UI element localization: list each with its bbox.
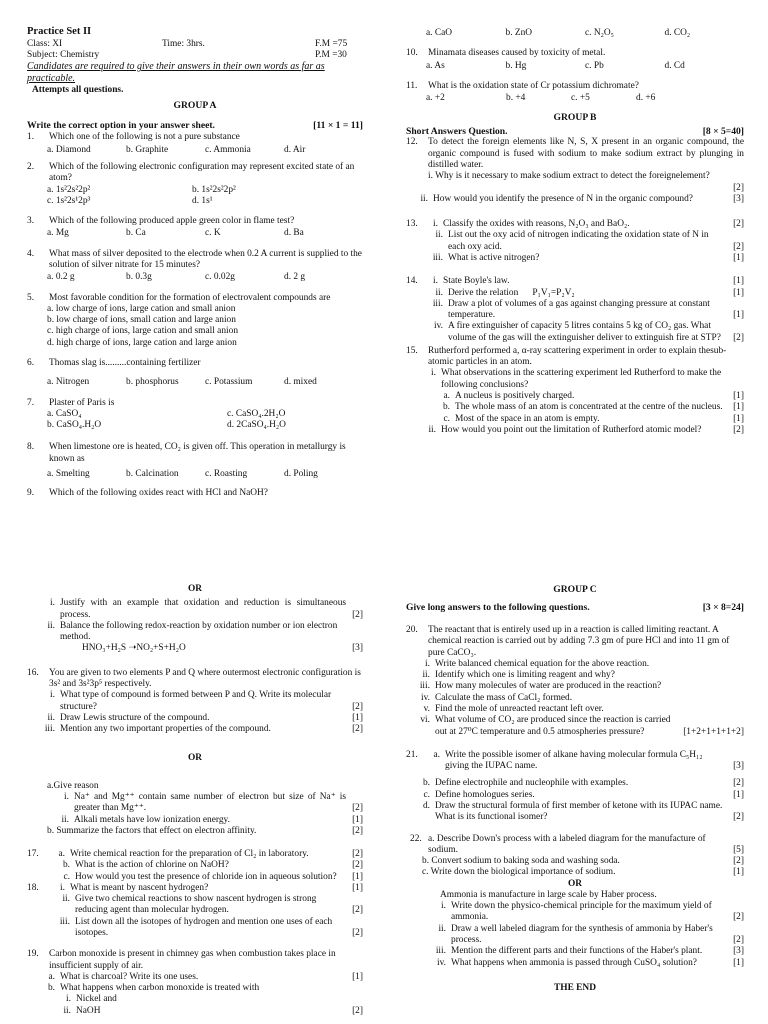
full-marks: F.M =75 — [315, 38, 348, 49]
marks: [2] — [733, 182, 744, 193]
question-7 — [27, 398, 363, 432]
question-number: 5. — [27, 292, 35, 303]
options — [27, 145, 363, 156]
part-c: Define homologues series. — [435, 789, 535, 800]
option-b: b. Ca — [126, 228, 146, 239]
question-17: 17. a. Write chemical reaction for the preparation of Cl₂ in laboratory. [2] b. What is the action of chlorine on NaOH? [2] c. How would you test the presence of chloride ion in aqueous solution? [1] — [27, 849, 363, 882]
subquestion-ii: Draw Lewis structure of the compound. — [60, 712, 210, 723]
or-subquestion-ii: Balance the following redox-reaction by oxidation number or ion electron method. — [60, 620, 338, 643]
option-b: b. phosphorus — [126, 377, 179, 388]
boyles-formula: P₁V₁=P₂V₂ — [532, 287, 575, 298]
question-number: 12. — [406, 137, 418, 148]
question-text: Most favorable condition for the formation of electrovalent compounds are — [49, 292, 331, 303]
marks: [1] — [352, 814, 363, 825]
marks: [5] — [733, 844, 744, 855]
option-c: c. high charge of ions, large cation and small anion — [47, 326, 239, 337]
question-text: Which of the following electronic configuration may represent excited state of an atom? — [49, 162, 355, 184]
marks: [1+2+1+1+1+2] — [683, 726, 744, 737]
question-text: Rutherford performed a, α-ray scattering experiment in order to explain thesub-atomic particles in an atom. — [428, 345, 727, 368]
option-d: d. Cd — [664, 60, 685, 71]
question-3 — [27, 216, 363, 240]
marks: [2] — [352, 905, 363, 916]
option-c: c. N₂O₅ — [585, 28, 614, 38]
or-label-2: OR — [187, 753, 203, 764]
question-18: 18. i. What is meant by nascent hydrogen? [1] ii. Give two chemical reactions to show nascent hydrogen is strong reducing agent than molecular hydrogen. [2] iii. List down all the isotopes of hydrogen and mention one uses of each isotopes. [2] — [27, 882, 363, 939]
part-b: The whole mass of an atom is concentrated at the centre of the nucleus. — [455, 402, 723, 413]
question-text: Which of the following oxides react with HCl and NaOH? — [49, 488, 268, 499]
group-a-instruction: Write the correct option in your answer sheet. — [27, 119, 215, 131]
question-2 — [27, 162, 363, 207]
option-b: b. ZnO — [505, 28, 533, 38]
column-bottom-left: OR i. Justify with an example that oxidation and reduction is simultaneous process. [2] ii. Balance the following redox-reaction by oxidation number or ion electron method. HNO₃+H₂S ➝NO₂+S+H₂O [3] 16. You are given to two elements P and Q where outermost electronic configuration is 3s² and 3s²3p⁵ respectively. i. What type of compound is formed between P and Q. Write its molecular structure? [2] ii. Draw Lewis structure of the compound. [1] iii. Mention any two important properties of the compound. [2] OR a.Give reason i. Na⁺ and Mg⁺⁺ contain same number of electron but size of Na⁺ is greater than Mg⁺⁺. [2] ii. Alkali metals have low ionization energy. [1] b. Summarize the factors that effect on electron affinity. [2] 17. a. Write chemical reaction for the preparation of Cl₂ in laboratory. [2] b. What is the action of chlorine on NaOH? [2] c. How would you test the presence of chloride ion in aqueous solution? [1] 18. i. What is meant by nascent hydrogen? [1] ii. Give two chemical reactions to show nascent hydrogen is strong reducing agent than molecular hydrogen. [2] iii. List down all the isotopes of hydrogen and mention one uses of each isotopes. [2] 19. Carbon monoxide is present in chimney gas when combustion takes place in insufficient supply of air. a. What is charcoal? Write its one uses. [1] b. What happens when carbon monoxide is treated with i. Nickel and ii. NaOH [2] — [27, 584, 363, 1016]
marks: [1] — [352, 712, 363, 723]
options — [406, 93, 744, 104]
question-14: 14. i. State Boyle's law. [1] ii. Derive the relation P₁V₁=P₂V₂ [1] iii. Draw a plot of volumes of a gas against changing pressure at constant temperature. [1] iv. A fire extinguisher of capacity 5 litres contains 5 kg of CO₂ gas. What volume of the gas will the extinguisher deliver to extinguish fire at STP? [2] — [406, 276, 744, 343]
question-number: 7. — [27, 397, 35, 408]
option-c: c. 1s²2s¹2p³ — [47, 195, 91, 206]
marks: [2] — [733, 424, 744, 435]
subquestion-v: Find the mole of unreacted reactant left over. — [435, 703, 604, 714]
marks: [2] — [733, 241, 744, 252]
question-22: 22. a. Describe Down's process with a labeled diagram for the manufacture of sodium. [5] b. Convert sodium to baking soda and washing soda. [2] c. Write down the biological importance of sodium. [1] OR Ammonia is manufacture in large scale by Haber process. i. Write down the physico-chemical principle for the maximum yield of ammonia. [2] ii. Draw a well labeled diagram for the synthesis of ammonia by Haber's process. [2] iii. Mention the different parts and their functions of the Haber's plant. [3] iv. What happens when ammonia is passed through CuSO₄ solution? [1] — [406, 834, 744, 969]
subquestion-ii: Identify which one is limiting reagent and why? — [435, 670, 615, 681]
options — [27, 272, 363, 283]
option-b: b. low charge of ions, small cation and large anion — [47, 315, 236, 326]
option-c: c. Potassium — [205, 377, 253, 388]
question-number: 21. — [406, 749, 418, 760]
option-a: a. 1s²2s²2p² — [47, 184, 91, 195]
question-number: 14. — [406, 276, 418, 287]
marks: [2] — [733, 812, 744, 823]
question-text: What is the oxidation state of Cr potassium dichromate? — [428, 80, 639, 91]
question-number: 1. — [27, 132, 35, 143]
pass-marks: P.M =30 — [315, 49, 347, 60]
part-b: b. Convert sodium to baking soda and washing soda. — [422, 856, 620, 867]
question-number: 3. — [27, 216, 35, 227]
option-d: d. high charge of ions, large cation and large anion — [47, 337, 237, 348]
question-number: 6. — [27, 357, 35, 368]
option-a: a. 0.2 g — [47, 272, 75, 283]
option-d: d. 1s¹ — [192, 195, 213, 206]
question-number: 15. — [406, 345, 418, 356]
option-a: a. +2 — [426, 93, 445, 104]
group-b-heading — [406, 126, 744, 138]
question-number: 4. — [27, 248, 35, 259]
option-b: b. Hg — [505, 60, 527, 71]
question-text: Plaster of Paris is — [49, 397, 115, 408]
part-a: What is charcoal? Write its one uses. — [60, 971, 199, 982]
subquestion-iii: Draw a plot of volumes of a gas against changing pressure at constant temperature. — [448, 298, 710, 321]
marks: [1] — [352, 971, 363, 982]
or-subquestion-iii: Mention the different parts and their functions of the Haber's plant. — [451, 946, 703, 957]
subquestion-iv: A fire extinguisher of capacity 5 litres contains 5 kg of CO₂ gas. What volume of the gas will the extinguisher deliver to extinguish fire at STP? — [448, 321, 721, 343]
marks: [2] — [352, 701, 363, 712]
question-6 — [27, 358, 363, 389]
marks: [2] — [352, 609, 363, 620]
options — [27, 304, 363, 349]
question-9-options — [406, 28, 744, 39]
option-b: b. +4 — [506, 93, 526, 104]
part-b: What happens when carbon monoxide is treated with — [60, 983, 260, 994]
options — [406, 61, 744, 72]
question-8 — [27, 442, 363, 480]
option-a: a. Mg — [47, 228, 69, 239]
options — [27, 469, 363, 480]
subquestion-i: What is meant by nascent hydrogen? — [70, 882, 209, 893]
part-b-i: Nickel and — [76, 994, 117, 1005]
marks: [2] — [733, 219, 744, 230]
part-a: A nucleus is positively charged. — [455, 391, 575, 402]
option-c: c. Pb — [585, 60, 604, 71]
question-5 — [27, 293, 363, 349]
question-number: 20. — [406, 625, 418, 635]
option-a: a. CaSO₄ — [47, 408, 82, 419]
question-text: Carbon monoxide is present in chimney gas when combustion takes place in insufficient supply of air. — [49, 949, 336, 971]
marks: [1] — [733, 957, 744, 968]
group-c-marks: [3 × 8=24] — [702, 601, 744, 613]
subquestion-iii: List down all the isotopes of hydrogen and mention one uses of each isotopes. — [75, 916, 333, 939]
question-number: 19. — [27, 949, 39, 960]
question-number: 10. — [406, 48, 418, 59]
or-label-3: OR — [567, 878, 583, 889]
option-a: a. Nitrogen — [47, 377, 90, 388]
question-number: 2. — [27, 162, 35, 172]
group-c-instruction: Give long answers to the following questions. — [406, 601, 590, 613]
group-b-instruction: Short Answers Question. — [406, 125, 508, 137]
question-15: 15. Rutherford performed a, α-ray scattering experiment in order to explain thesub-atomic particles in an atom. i. What observations in the scattering experiment led Rutherford to make the following conclusions? a. A nucleus is positively charged. [1] b. The whole mass of an atom is concentrated at the centre of the nucleus. [1] c. Most of the space in an atom is empty. [1] ii. How would you point out the limitation of Rutherford atomic model? [2] — [406, 345, 744, 435]
subquestion-iii: Mention any two important properties of the compound. — [60, 724, 271, 735]
question-text: Minamata diseases caused by toxicity of metal. — [428, 48, 606, 59]
affinity-question: b. Summarize the factors that effect on electron affinity. — [47, 825, 257, 836]
marks: [2] — [352, 860, 363, 871]
options — [27, 409, 363, 432]
marks: [1] — [733, 276, 744, 287]
option-a: a. CaO — [426, 28, 453, 38]
subquestion-ii: Give two chemical reactions to show nascent hydrogen is strong reducing agent than molecular hydrogen. — [75, 894, 317, 916]
the-end-label: THE END — [554, 982, 596, 993]
marks: [1] — [352, 882, 363, 893]
subquestion-i: i. Why is it necessary to make sodium extract to detect the foreignelement? — [428, 171, 710, 182]
or-subquestion-ii: Draw a well labeled diagram for the synthesis of ammonia by Haber's process. — [451, 923, 713, 946]
haber-intro: Ammonia is manufacture in large scale by Haber process. — [440, 889, 657, 900]
option-a: a. As — [426, 60, 445, 71]
instruction: Candidates are required to give their answers in their own words as far as practicable. — [27, 61, 325, 85]
question-number: 22. — [410, 833, 422, 844]
marks: [2] — [733, 778, 744, 789]
group-c-title: GROUP C — [553, 584, 597, 595]
question-9 — [27, 488, 363, 499]
option-b: b. 1s²2s²2p² — [192, 184, 236, 195]
question-10 — [406, 48, 744, 72]
option-d: d. Air — [284, 144, 306, 155]
arrow-icon: ➝ — [128, 643, 137, 654]
redox-equation-row — [27, 643, 363, 654]
marks: [1] — [352, 871, 363, 882]
header-row-1 — [27, 39, 363, 50]
subquestion-ii: How would you identify the presence of N in the organic compound? — [433, 193, 693, 204]
question-number: 17. — [27, 849, 39, 860]
column-bottom-right — [406, 584, 744, 994]
option-c: c. Roasting — [205, 468, 248, 479]
question-number: 18. — [27, 882, 39, 893]
redox-equation — [82, 643, 186, 654]
marks: [1] — [733, 252, 744, 263]
group-b-marks: [8 × 5=40] — [702, 125, 744, 137]
marks: [1] — [733, 867, 744, 878]
column-top-left — [27, 26, 363, 499]
or-subquestion-i: Justify with an example that oxidation and reduction is simultaneous process. — [60, 598, 347, 620]
option-c: c. Ammonia — [205, 144, 251, 155]
option-d: d. Poling — [284, 468, 318, 479]
group-a-title: GROUP A — [173, 100, 217, 112]
subquestion-iv: Calculate the mass of CaCl₂ formed. — [435, 692, 573, 703]
question-12: 12. To detect the foreign elements like N, S, X present in an organic compound, the organic compound is fused with sodium to make sodium extract by plunging in distilled water. i. Why is it necessary to make sodium extract to detect the foreignelement? [2] ii. How would you identify the presence of N in the organic compound? [3] — [406, 137, 744, 204]
part-b: What is the action of chlorine on NaOH? — [75, 860, 229, 871]
marks: [2] — [352, 1005, 363, 1016]
subquestion-ii: List out the oxy acid of nitrogen indicating the oxidation state of N in each oxy acid. — [448, 230, 709, 252]
subquestion-i: State Boyle's law. — [443, 276, 510, 287]
column-top-right — [406, 26, 744, 436]
reason-ii: Alkali metals have low ionization energy. — [74, 814, 230, 825]
question-number: 8. — [27, 442, 35, 453]
subquestion-i: What observations in the scattering experiment led Rutherford to make the following conclusions? — [441, 368, 722, 390]
options — [27, 377, 363, 388]
part-d: Draw the structural formula of first member of ketone with its IUPAC name. What is its functional isomer? — [435, 800, 723, 823]
option-b: b. CaSO₄.H₂O — [47, 420, 102, 431]
option-c: c. +5 — [571, 93, 590, 104]
question-text: Which of the following produced apple green color in flame test? — [49, 216, 295, 227]
option-d: d. Ba — [284, 228, 304, 239]
question-4 — [27, 249, 363, 284]
equation-products: NO₂+S+H₂O — [136, 643, 186, 654]
question-1 — [27, 132, 363, 156]
option-d: d. 2CaSO₄.H₂O — [227, 420, 286, 431]
marks: [1] — [733, 789, 744, 800]
group-a-marks: [11 × 1 = 11] — [313, 119, 363, 131]
option-c: c. K — [205, 228, 221, 239]
option-c: c. 0.02g — [205, 272, 235, 283]
marks: [2] — [733, 935, 744, 946]
marks: [1] — [733, 391, 744, 402]
question-text: The reactant that is entirely used up in a reaction is called limiting reactant. A chemical reaction is carried out by adding 7.3 gm of pure HCl and into 11 gm of pure CaCO₃. — [428, 625, 730, 658]
subquestion-vi: What volume of CO₂ are produced since the reaction is carried out at 27⁰C temperature and 0.5 atmospheries pressure? — [435, 715, 671, 737]
marks: [3] — [733, 193, 744, 204]
marks: [2] — [733, 332, 744, 343]
part-a: a. Describe Down's process with a labeled diagram for the manufacture of sodium. — [428, 833, 706, 855]
part-a: Write chemical reaction for the preparation of Cl₂ in laboratory. — [70, 849, 309, 860]
marks: [2] — [352, 928, 363, 939]
marks: [1] — [733, 310, 744, 321]
marks: [2] — [352, 803, 363, 814]
option-b: b. Graphite — [126, 144, 169, 155]
reason-i: Na⁺ and Mg⁺⁺ contain same number of electron but size of Na⁺ is greater than Mg⁺⁺. — [74, 791, 347, 814]
part-c: How would you test the presence of chloride ion in aqueous solution? — [75, 871, 337, 882]
question-text: You are given to two elements P and Q where outermost electronic configuration is 3s² and 3s²3p⁵ respectively. — [49, 667, 361, 689]
option-d: d. +6 — [636, 93, 656, 104]
option-d: d. 2 g — [284, 272, 306, 283]
question-number: 16. — [27, 667, 39, 678]
question-text: When limestone ore is heated, CO₂ is given off. This operation in metallurgy is known as — [49, 442, 346, 464]
marks: [2] — [352, 849, 363, 860]
question-text: Thomas slag is.........containing fertilizer — [49, 357, 201, 368]
question-20: 20. The reactant that is entirely used up in a reaction is called limiting reactant. A chemical reaction is carried out by adding 7.3 gm of pure HCl and into 11 gm of pure CaCO₃. i. Write balanced chemical equation for the above reaction. ii. Identify which one is limiting reagent and why? iii. How many molecules of water are produced in the reaction? iv. Calculate the mass of CaCl₂ formed. v. Find the mole of unreacted reactant left over. vi. What volume of CO₂ are produced since the reaction is carried out at 27⁰C temperature and 0.5 atmospheries pressure? [1+2+1+1+1+2] — [406, 625, 744, 737]
subquestion-i: Classify the oxides with reasons, N₂O₃ and BaO₂. — [443, 219, 630, 230]
part-c: Most of the space in an atom is empty. — [455, 413, 600, 424]
option-b: b. 0.3g — [126, 272, 152, 283]
marks: [2] — [352, 825, 363, 836]
marks: [2] — [733, 912, 744, 923]
subquestion-ii: Derive the relation — [448, 287, 519, 298]
marks: [2] — [733, 856, 744, 867]
question-19: 19. Carbon monoxide is present in chimney gas when combustion takes place in insufficient supply of air. a. What is charcoal? Write its one uses. [1] b. What happens when carbon monoxide is treated with i. Nickel and ii. NaOH [2] — [27, 949, 363, 1016]
marks: [1] — [733, 413, 744, 424]
option-b: b. Calcination — [126, 468, 179, 479]
marks: [2] — [352, 724, 363, 735]
options — [27, 228, 363, 239]
subquestion-i: Write balanced chemical equation for the above reaction. — [435, 658, 650, 669]
marks: [3] — [733, 761, 744, 772]
option-a: a. Smelting — [47, 468, 90, 479]
subject-label: Subject: Chemistry — [27, 49, 100, 60]
marks: [3] — [352, 643, 363, 654]
part-a: Write the possible isomer of alkane having molecular formula C₅H₁₂ giving the IUPAC name. — [445, 749, 703, 772]
marks: [1] — [733, 402, 744, 413]
or-subquestion-iv: What happens when ammonia is passed through CuSO₄ solution? — [451, 957, 697, 968]
subquestion-iii: What is active nitrogen? — [448, 252, 540, 263]
option-c: c. CaSO₄.2H₂O — [227, 408, 286, 419]
subquestion-iii: How many molecules of water are produced in the reaction? — [435, 681, 662, 692]
question-16: 16. You are given to two elements P and Q where outermost electronic configuration is 3s² and 3s²3p⁵ respectively. i. What type of compound is formed between P and Q. Write its molecular structure? [2] ii. Draw Lewis structure of the compound. [1] iii. Mention any two important properties of the compound. [2] — [27, 667, 363, 735]
paper-title: Practice Set II — [27, 26, 92, 37]
question-text: Which one of the following is not a pure substance — [49, 132, 240, 143]
subquestion-i: What type of compound is formed between P and Q. Write its molecular structure? — [60, 690, 332, 712]
question-number: 11. — [406, 80, 418, 91]
equation-reactants: HNO₃+H₂S — [82, 643, 127, 654]
part-b: Define electrophile and nucleophile with examples. — [435, 778, 629, 789]
question-text: To detect the foreign elements like N, S, X present in an organic compound, the organic compound is fused with sodium to make sodium extract by plunging in distilled water. — [428, 137, 744, 170]
marks: [1] — [733, 287, 744, 298]
option-d: d. CO₂ — [664, 28, 691, 38]
group-b-title: GROUP B — [553, 112, 597, 124]
question-13: 13. i. Classify the oxides with reasons, N₂O₃ and BaO₂. [2] ii. List out the oxy acid of nitrogen indicating the oxidation state of N in each oxy acid. [2] iii. What is active nitrogen? [1] — [406, 219, 744, 263]
header-row-2 — [27, 50, 363, 61]
group-c-heading — [406, 602, 744, 614]
marks: [3] — [733, 946, 744, 957]
question-21: 21. a. Write the possible isomer of alkane having molecular formula C₅H₁₂ giving the IUPAC name. [3] b. Define electrophile and nucleophile with examples. [2] c. Define homologues series. [1] d. Draw the structural formula of first member of ketone with its IUPAC name. What is its functional isomer? [2] — [406, 749, 744, 823]
group-a-heading — [27, 120, 363, 132]
question-number: 13. — [406, 219, 418, 230]
time-label: Time: 3hrs. — [162, 38, 205, 49]
give-reason-label: a.Give reason — [47, 780, 99, 791]
attempt-note: Attempts all questions. — [32, 85, 124, 96]
option-a: a. Diamond — [47, 144, 91, 155]
question-text: What mass of silver deposited to the electrode when 0.2 A current is supplied to the solution of silver nitrate for 15 minutes? — [49, 248, 362, 270]
or-label: OR — [187, 584, 203, 594]
subquestion-ii: How would you point out the limitation of Rutherford atomic model? — [441, 424, 702, 435]
question-number: 9. — [27, 488, 35, 499]
question-11 — [406, 81, 744, 105]
option-d: d. mixed — [284, 377, 317, 388]
part-b-ii: NaOH — [76, 1005, 101, 1016]
options — [27, 185, 363, 208]
or-subquestion-i: Write down the physico-chemical principle for the maximum yield of ammonia. — [451, 901, 712, 923]
class-label: Class: XI — [27, 38, 63, 49]
option-a: a. low charge of ions, large cation and small anion — [47, 303, 236, 314]
part-c: c. Write down the biological importance of sodium. — [422, 867, 616, 878]
